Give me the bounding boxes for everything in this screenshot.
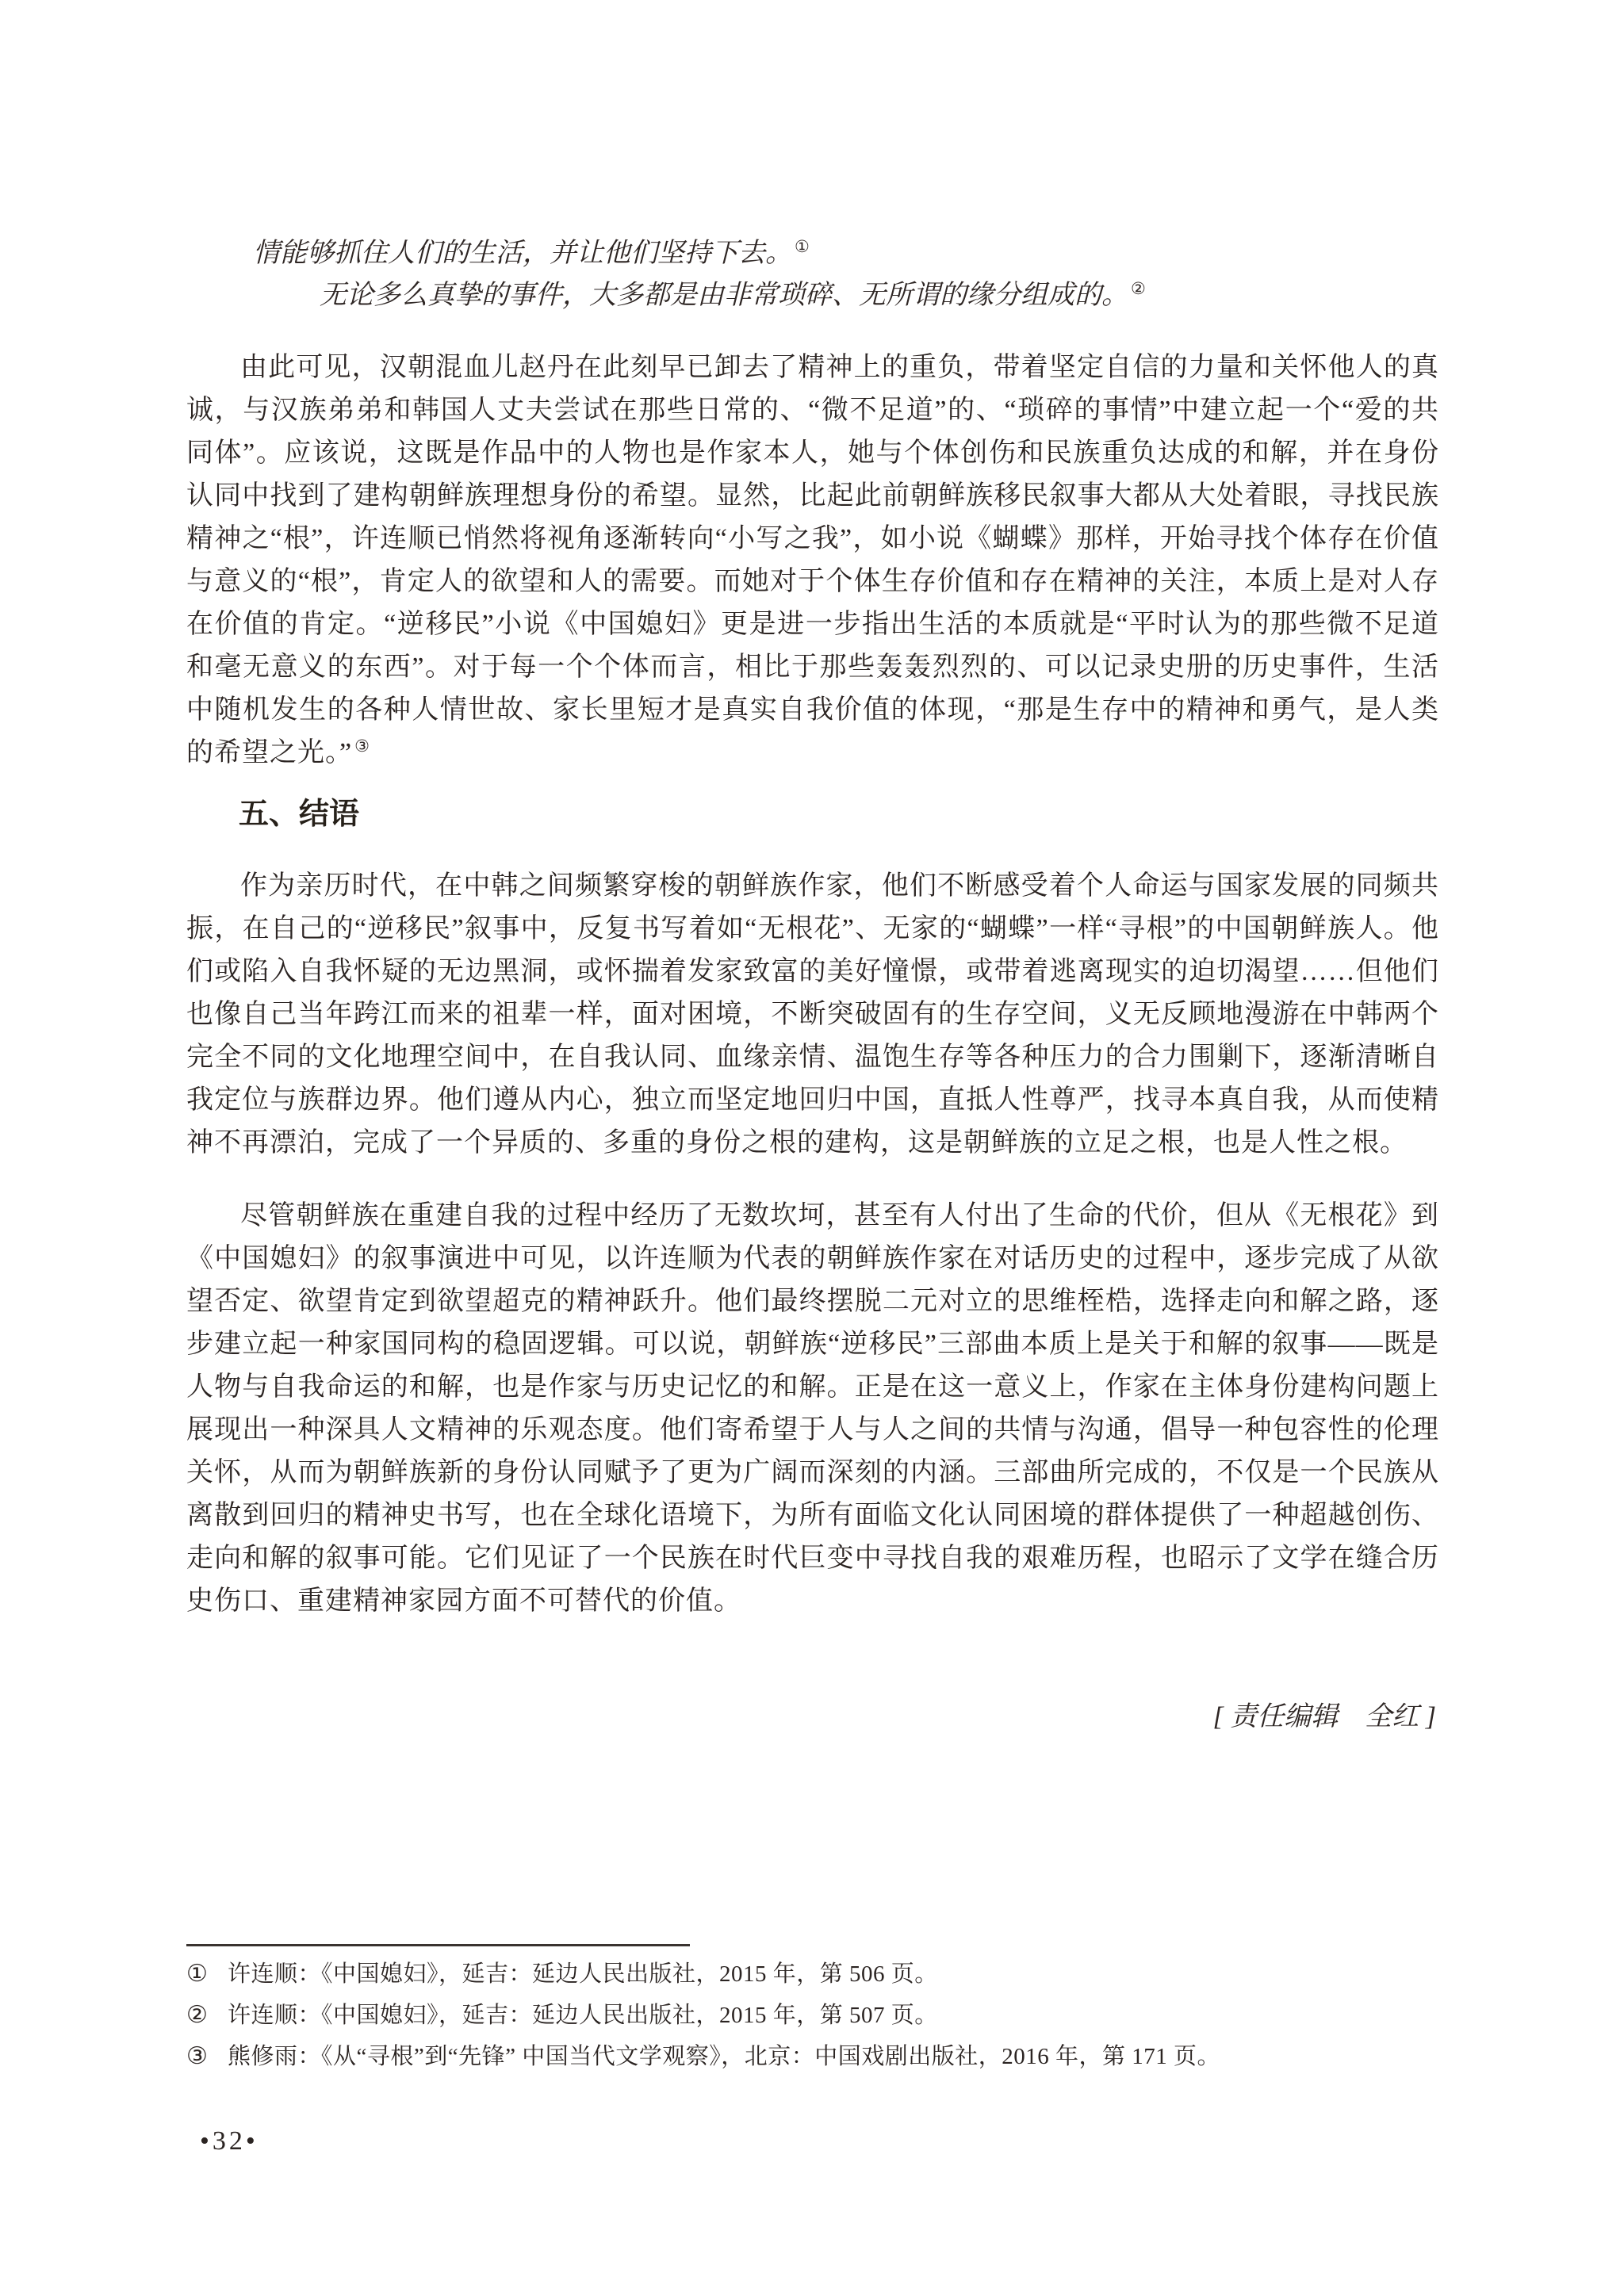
quote-line-1 [186,232,1439,274]
footnote-text-2: 许连顺：《中国媳妇》，延吉：延边人民出版社，2015 年，第 507 页。 [228,2003,938,2028]
section-heading: 五、结语 [239,798,360,831]
footnote-ref-1: ① [795,236,810,256]
footnote-marker-2: ② [186,2002,208,2028]
editor-credit: [ 责任编辑 全红 ] [1212,1702,1436,1732]
quote-text-1: 情能够抓住人们的生活，并让他们坚持下去。 [253,239,792,268]
quote-line-2 [186,274,1439,316]
footnote-item-3 [186,2043,1439,2070]
footnote-text-3: 熊修雨：《从“寻根”到“先锋” 中国当代文学观察》，北京：中国戏剧出版社，2016 年，第 171 页。 [228,2044,1220,2069]
footnotes-section [186,1944,1439,2070]
block-quote [186,232,1439,316]
body-paragraph-3: 尽管朝鲜族在重建自我的过程中经历了无数坎坷，甚至有人付出了生命的代价，但从《无根花》到《中国媳妇》的叙事演进中可见，以许连顺为代表的朝鲜族作家在对话历史的过程中，逐步完成了从欲望否定、欲望肯定到欲望超克的精神跃升。他们最终摆脱二元对立的思维桎梏，选择走向和解之路，逐步建立起一种家国同构的稳固逻辑。可以说，朝鲜族“逆移民”三部曲本质上是关于和解的叙事——既是人物与自我命运的和解，也是作家与历史记忆的和解。正是在这一意义上，作家在主体身份建构问题上展现出一种深具人文精神的乐观态度。他们寄希望于人与人之间的共情与沟通，倡导一种包容性的伦理关怀，从而为朝鲜族新的身份认同赋予了更为广阔而深刻的内涵。三部曲所完成的，不仅是一个民族从离散到回归的精神史书写，也在全球化语境下，为所有面临文化认同困境的群体提供了一种超越创伤、走向和解的叙事可能。它们见证了一个民族在时代巨变中寻找自我的艰难历程，也昭示了文学在缝合历史伤口、重建精神家园方面不可替代的价值。 [186,1201,1439,1616]
footnote-item-2 [186,2002,1439,2029]
footnote-ref-2: ② [1131,278,1146,298]
body-paragraph-1 [186,346,1439,775]
footnote-item-1 [186,1961,1439,1988]
footnote-marker-3: ③ [186,2043,208,2069]
body-paragraph-2: 作为亲历时代，在中韩之间频繁穿梭的朝鲜族作家，他们不断感受着个人命运与国家发展的同频共振，在自己的“逆移民”叙事中，反复书写着如“无根花”、无家的“蝴蝶”一样“寻根”的中国朝鲜族人。他们或陷入自我怀疑的无边黑洞，或怀揣着发家致富的美好憧憬，或带着逃离现实的迫切渴望……但他们也像自己当年跨江而来的祖辈一样，面对困境，不断突破固有的生存空间，义无反顾地漫游在中韩两个完全不同的文化地理空间中，在自我认同、血缘亲情、温饱生存等各种压力的合力围剿下，逐渐清晰自我定位与族群边界。他们遵从内心，独立而坚定地回归中国，直抵人性尊严，找寻本真自我，从而使精神不再漂泊，完成了一个异质的、多重的身份之根的建构，这是朝鲜族的立足之根，也是人性之根。 [186,871,1439,1158]
footnote-ref-3: ③ [354,736,370,756]
footnote-marker-1: ① [186,1961,208,1987]
page-number: •32• [200,2126,259,2156]
footnote-divider [186,1944,690,1946]
page-content [186,0,1439,1734]
body-paragraph-1-text: 由此可见，汉朝混血儿赵丹在此刻早已卸去了精神上的重负，带着坚定自信的力量和关怀他人的真诚，与汉族弟弟和韩国人丈夫尝试在那些日常的、“微不足道”的、“琐碎的事情”中建立起一个“爱的共同体”。应该说，这既是作品中的人物也是作家本人，她与个体创伤和民族重负达成的和解，并在身份认同中找到了建构朝鲜族理想身份的希望。显然，比起此前朝鲜族移民叙事大都从大处着眼，寻找民族精神之“根”，许连顺已悄然将视角逐渐转向“小写之我”，如小说《蝴蝶》那样，开始寻找个体存在价值与意义的“根”，肯定人的欲望和人的需要。而她对于个体生存价值和存在精神的关注，本质上是对人存在价值的肯定。“逆移民”小说《中国媳妇》更是进一步指出生活的本质就是“平时认为的那些微不足道和毫无意义的东西”。对于每一个个体而言，相比于那些轰轰烈烈的、可以记录史册的历史事件，生活中随机发生的各种人情世故、家长里短才是真实自我价值的体现，“那是生存中的精神和勇气，是人类的希望之光。” [186,353,1439,767]
footnote-text-1: 许连顺：《中国媳妇》，延吉：延边人民出版社，2015 年，第 506 页。 [228,1961,938,1987]
quote-text-2: 无论多么真挚的事件，大多都是由非常琐碎、无所谓的缘分组成的。 [320,281,1128,310]
